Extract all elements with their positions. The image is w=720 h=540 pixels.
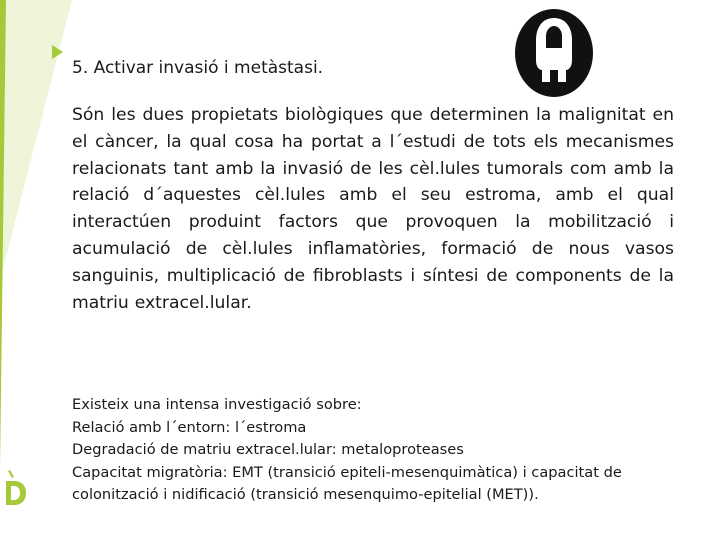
list-item: Relació amb l´entorn: l´estroma — [72, 418, 307, 436]
light-green-wedge — [0, 0, 72, 280]
list-item: Degradació de matriu extracel.lular: metaloproteases — [72, 441, 464, 458]
research-topics-list — [72, 394, 684, 507]
list-item: Capacitat migratòria: EMT (transició epiteli-mesenquimàtica) i capacitat de colonització i nidificació (transició mesenquimo-epitelial (MET)). — [72, 463, 622, 503]
list-item: Existeix una intensa investigació sobre: — [72, 396, 362, 413]
d-letter-logo-icon — [3, 470, 27, 506]
seal-logo-icon — [514, 8, 594, 98]
slide-heading: 5. Activar invasió i metàstasi. — [72, 58, 324, 78]
body-paragraph: Són les dues propietats biològiques que determinen la malignitat en el càncer, la qual cosa ha portat a l´estudi de tots els mecanismes relacionats tant amb la invasió de les cèl.lules tumorals com amb la relació d´aquestes cèl.lules amb el seu estroma, amb el qual interactúen produint factors que provoquen la mobilització i acumulació de cèl.lules inflamatòries, formació de nous vasos sanguinis, multiplicació de fibroblasts i síntesi de components de la matriu extracel.lular. — [72, 105, 674, 313]
